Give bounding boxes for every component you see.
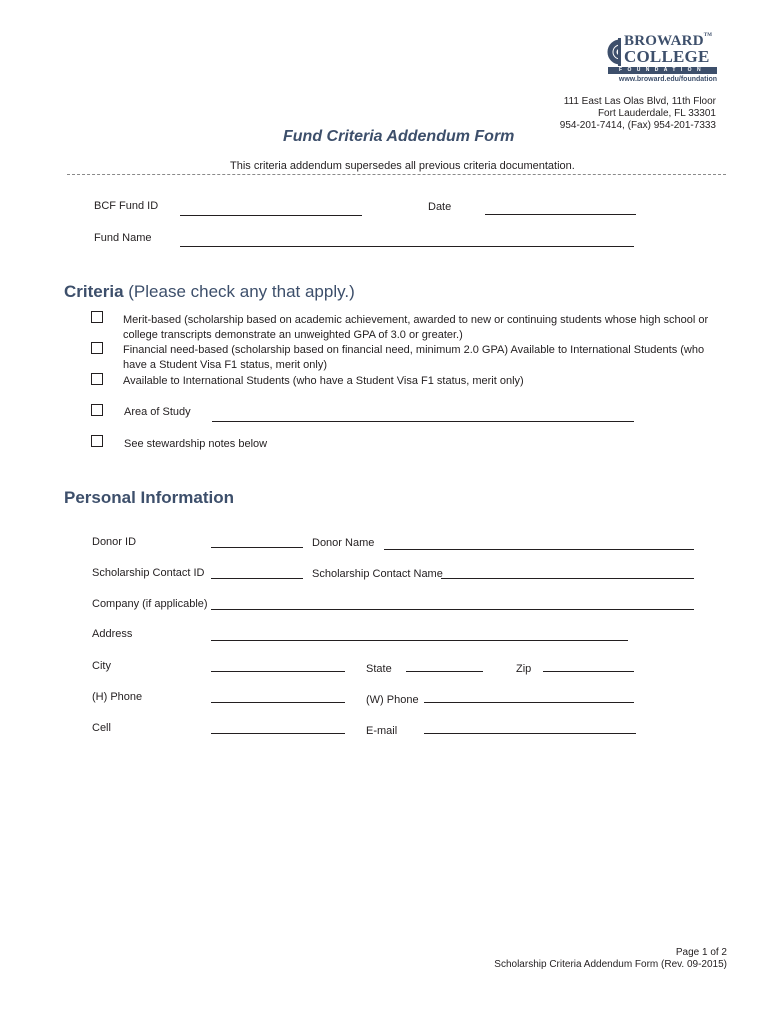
form-title: Fund Criteria Addendum Form xyxy=(283,128,515,145)
fund-id-field[interactable] xyxy=(180,215,362,216)
zip-label: Zip xyxy=(516,663,532,675)
contact-name-label: Scholarship Contact Name xyxy=(312,568,443,580)
area-of-study-checkbox[interactable] xyxy=(91,404,103,416)
contact-id-field[interactable] xyxy=(211,578,303,579)
city-label: City xyxy=(92,660,111,672)
date-field[interactable] xyxy=(485,214,636,215)
merit-based-checkbox[interactable] xyxy=(91,311,103,323)
need-based-checkbox[interactable] xyxy=(91,342,103,354)
international-label: Available to International Students (who have a Student Visa F1 status, merit only) xyxy=(123,375,524,387)
email-label: E-mail xyxy=(366,725,398,737)
logo-foundation-bar: FOUNDATION xyxy=(608,67,717,74)
page-number: Page 1 of 2 xyxy=(675,947,727,958)
state-field[interactable] xyxy=(406,671,483,672)
stewardship-checkbox[interactable] xyxy=(91,435,103,447)
criteria-heading: Criteria (Please check any that apply.) xyxy=(64,282,355,301)
contact-name-field[interactable] xyxy=(441,578,694,579)
company-label: Company (if applicable) xyxy=(92,598,208,610)
logo-url: www.broward.edu/foundation xyxy=(618,76,717,83)
logo-college: COLLEGE xyxy=(624,47,710,66)
logo-broward: BROWARD™ xyxy=(624,33,713,49)
donor-name-label: Donor Name xyxy=(312,537,375,549)
address-line-2: Fort Lauderdale, FL 33301 xyxy=(597,108,716,119)
fund-name-field[interactable] xyxy=(180,246,634,247)
home-phone-field[interactable] xyxy=(211,702,345,703)
work-phone-label: (W) Phone xyxy=(366,694,419,706)
international-checkbox[interactable] xyxy=(91,373,103,385)
city-field[interactable] xyxy=(211,671,345,672)
zip-field[interactable] xyxy=(543,671,634,672)
company-field[interactable] xyxy=(211,609,694,610)
need-based-label: Financial need-based (scholarship based on financial need, minimum 2.0 GPA) Available to International Students (who have a Student Visa F1 status, merit only) xyxy=(123,344,705,371)
dashed-divider xyxy=(67,174,726,175)
cell-field[interactable] xyxy=(211,733,345,734)
home-phone-label: (H) Phone xyxy=(92,691,143,703)
area-of-study-label: Area of Study xyxy=(124,406,191,418)
personal-info-heading: Personal Information xyxy=(64,488,235,507)
donor-name-field[interactable] xyxy=(384,549,694,550)
fund-name-label: Fund Name xyxy=(94,232,152,244)
work-phone-field[interactable] xyxy=(424,702,634,703)
merit-based-label: Merit-based (scholarship based on academic achievement, awarded to new or continuing students whose high school or college transcripts demonstrate an unweighted GPA of 3.0 or greater.) xyxy=(123,314,709,341)
address-line-3: 954-201-7414, (Fax) 954-201-7333 xyxy=(559,120,716,131)
cell-label: Cell xyxy=(92,722,111,734)
form-revision: Scholarship Criteria Addendum Form (Rev. 09-2015) xyxy=(494,959,727,970)
address-field[interactable] xyxy=(211,640,628,641)
supersede-note: This criteria addendum supersedes all previous criteria documentation. xyxy=(230,160,575,172)
area-of-study-field[interactable] xyxy=(212,421,634,422)
fund-id-label: BCF Fund ID xyxy=(94,200,159,212)
stewardship-label: See stewardship notes below xyxy=(124,438,268,450)
address-line-1: 111 East Las Olas Blvd, 11th Floor xyxy=(563,96,716,107)
donor-id-field[interactable] xyxy=(211,547,303,548)
address-label: Address xyxy=(92,628,133,640)
date-label: Date xyxy=(428,201,452,213)
email-field[interactable] xyxy=(424,733,636,734)
state-label: State xyxy=(366,663,392,675)
contact-id-label: Scholarship Contact ID xyxy=(92,567,205,579)
donor-id-label: Donor ID xyxy=(92,536,137,548)
